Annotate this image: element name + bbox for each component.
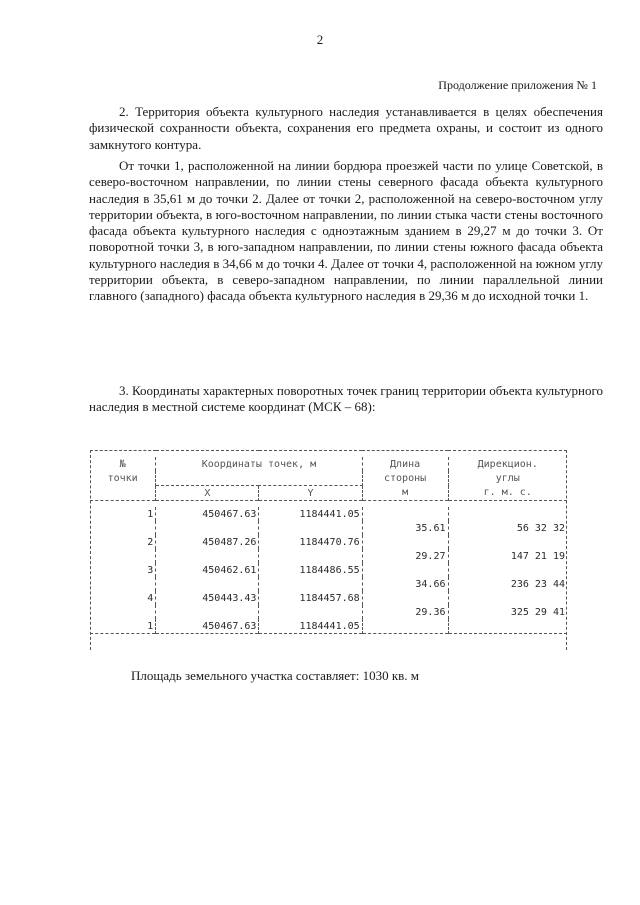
point-y: 1184470.76 (259, 535, 362, 549)
segment-angle: 147 21 19 (510, 550, 565, 562)
header-coords: Координаты точек, м (156, 457, 362, 471)
point-y: 1184441.05 (259, 619, 362, 634)
segment-length (362, 619, 448, 634)
table-row-segment (90, 577, 567, 591)
header-direction2: углы (495, 472, 520, 484)
point-y (259, 605, 362, 619)
segment-length: 29.36 (362, 605, 448, 619)
table-row-point (90, 507, 567, 521)
point-x (156, 521, 259, 535)
header-no-blank (90, 486, 156, 501)
point-x: 450443.43 (156, 591, 259, 605)
segment-angle: 325 29 41 (510, 606, 565, 618)
segment-length: 29.27 (362, 549, 448, 563)
segment-length (362, 591, 448, 605)
segment-length: 34.66 (362, 577, 448, 591)
header-direction: Дирекцион. (477, 458, 538, 470)
header-no2: точки (90, 471, 156, 486)
table-row-segment (90, 605, 567, 619)
point-x: 450487.26 (156, 535, 259, 549)
table-header-row (90, 486, 567, 501)
point-y (259, 577, 362, 591)
segment-angle (448, 507, 567, 521)
point-y (259, 549, 362, 563)
table-header-row (90, 471, 567, 486)
point-no (90, 521, 156, 535)
table-header-row (90, 457, 567, 471)
segment-angle (448, 563, 567, 577)
segment-length (362, 535, 448, 549)
point-no: 4 (90, 591, 156, 605)
table-row-point (90, 535, 567, 549)
point-x: 450467.63 (156, 619, 259, 634)
point-x: 450467.63 (156, 507, 259, 521)
coordinates-table (90, 450, 567, 640)
segment-angle (448, 535, 567, 549)
point-no: 1 (90, 619, 156, 634)
point-no (90, 549, 156, 563)
header-direction3: г. м. с. (483, 487, 532, 499)
appendix-continuation: Продолжение приложения № 1 (438, 78, 597, 92)
point-y: 1184441.05 (259, 507, 362, 521)
table-row-segment (90, 521, 567, 535)
segment-angle (448, 619, 567, 634)
paragraph-territory: 2. Территория объекта культурного наследия устанавливается в целях обеспечения физической сохранности объекта, сохранения его предмета охраны, и состоит из одного замкнутого контура. (89, 104, 603, 152)
header-length3: м (362, 486, 448, 501)
table-rule (90, 634, 567, 641)
point-no: 2 (90, 535, 156, 549)
point-no: 1 (90, 507, 156, 521)
point-y: 1184486.55 (259, 563, 362, 577)
header-coords-divider (156, 471, 362, 486)
header-length: Длина (362, 457, 448, 471)
header-no: № (90, 457, 156, 471)
segment-angle: 236 23 44 (510, 578, 565, 590)
paragraph-coordinates-intro: 3. Координаты характерных поворотных точек границ территории объекта культурного наследия в местной системе координат (МСК – 68): (89, 383, 603, 415)
paragraph-boundary-description: От точки 1, расположенной на линии бордюра проезжей части по улице Советской, в северо-восточном направлении, по линии стены северного фасада объекта культурного наследия в 35,61 м до точки 2. Далее от точки 2, расположенной на северо-восточном углу территории объекта, в юго-восточном направлении, по линии стыка части стены восточного фасада объекта культурного наследия с одноэтажным зданием в 29,27 м до точки 3. От поворотной точки 3, в юго-западном направлении, по линии стены южного фасада объекта культурного наследия в 34,66 м до точки 4. Далее от точки 4, расположенной на южном углу территории объекта, в северо-западном направлении, по линии параллельной линии главного (западного) фасада объекта культурного наследия в 29,36 м до исходной точки 1. (89, 158, 603, 304)
segment-length (362, 507, 448, 521)
header-y: Y (259, 486, 362, 501)
table-row-point (90, 563, 567, 577)
land-area-statement: Площадь земельного участка составляет: 1030 кв. м (131, 668, 420, 683)
point-x: 450462.61 (156, 563, 259, 577)
point-no (90, 605, 156, 619)
header-x: X (156, 486, 259, 501)
point-x (156, 549, 259, 563)
point-x (156, 605, 259, 619)
point-no (90, 577, 156, 591)
table-row-point (90, 619, 567, 634)
table-row-segment (90, 549, 567, 563)
segment-length (362, 563, 448, 577)
point-x (156, 577, 259, 591)
point-y: 1184457.68 (259, 591, 362, 605)
point-no: 3 (90, 563, 156, 577)
segment-length: 35.61 (362, 521, 448, 535)
page-number: 2 (316, 32, 324, 47)
header-length2: стороны (362, 471, 448, 486)
segment-angle (448, 591, 567, 605)
table-row-point (90, 591, 567, 605)
point-y (259, 521, 362, 535)
segment-angle: 56 32 32 (516, 522, 565, 534)
